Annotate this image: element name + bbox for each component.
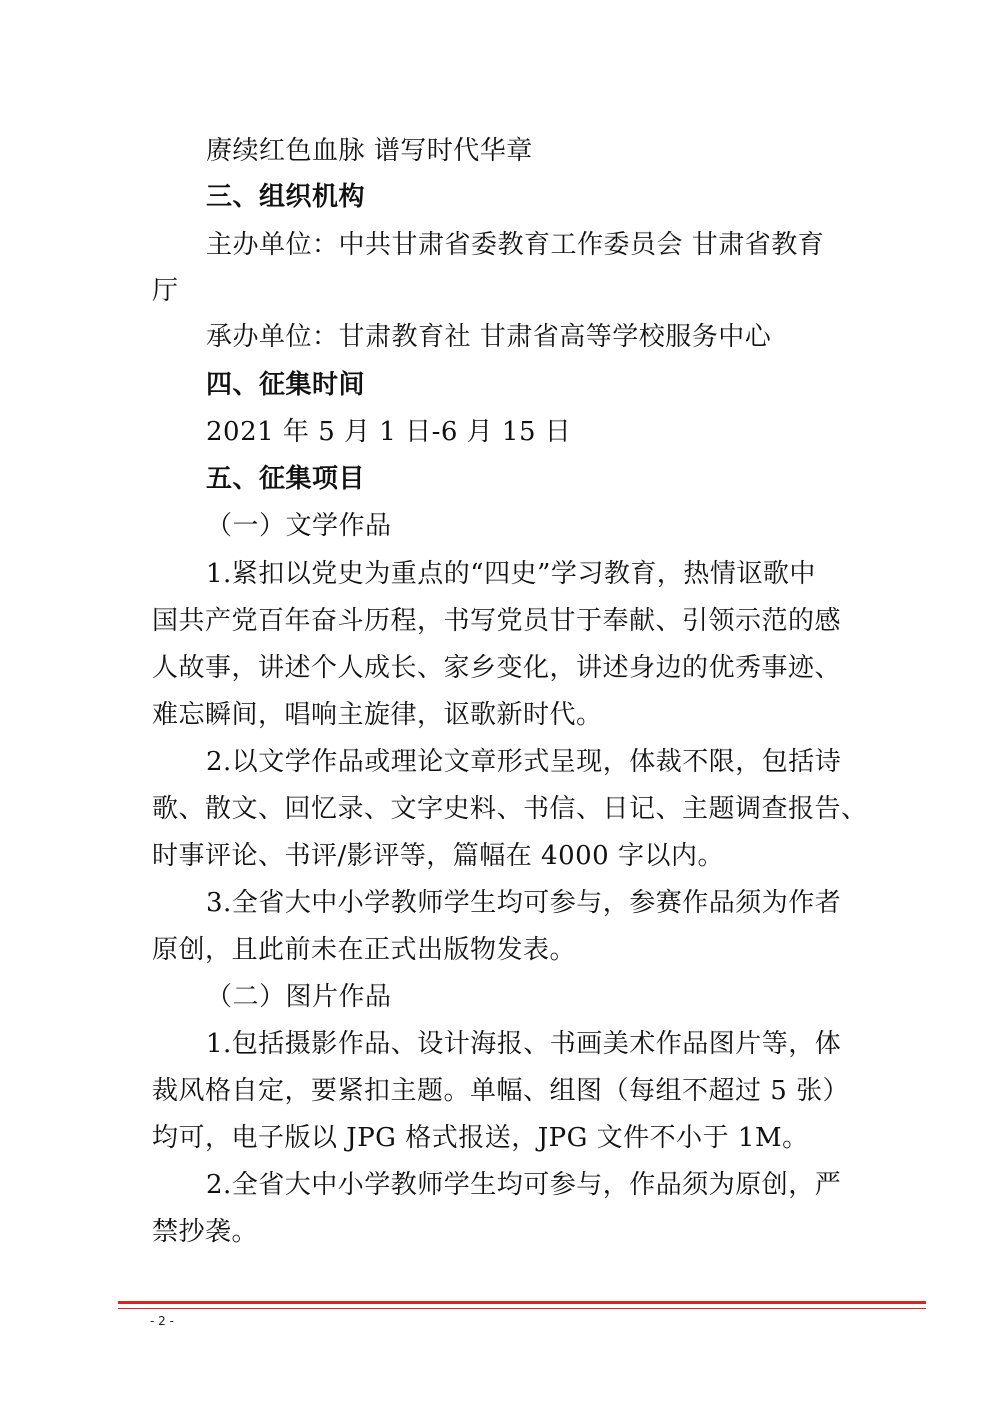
paragraph-line: 歌、散文、回忆录、文字史料、书信、日记、主题调查报告、 xyxy=(152,794,868,824)
page-number: - 2 - xyxy=(150,1314,174,1328)
footer-rule-thick xyxy=(118,1301,926,1304)
paragraph-line: 3.全省大中小学教师学生均可参与，参赛作品须为作者 xyxy=(206,888,842,918)
paragraph-line: 2.全省大中小学教师学生均可参与，作品须为原创，严 xyxy=(206,1170,842,1200)
subheading-pictures: （二）图片作品 xyxy=(206,982,392,1012)
paragraph-line: 国共产党百年奋斗历程，书写党员甘于奉献、引领示范的感 xyxy=(152,606,842,636)
footer-rule-thin xyxy=(118,1308,926,1309)
organizer-line-continued: 厅 xyxy=(152,276,179,306)
paragraph-line: 难忘瞬间，唱响主旋律，讴歌新时代。 xyxy=(152,700,603,730)
subheading-literature: （一）文学作品 xyxy=(206,511,392,541)
co-organizer-line: 承办单位：甘肃教育社 甘肃省高等学校服务中心 xyxy=(206,322,772,352)
paragraph-line: 1.紧扣以党史为重点的“四史”学习教育，热情讴歌中 xyxy=(206,559,816,589)
paragraph-line: 1.包括摄影作品、设计海报、书画美术作品图片等，体 xyxy=(206,1029,842,1059)
collection-time: 2021 年 5 月 1 日-6 月 15 日 xyxy=(206,417,572,447)
section-heading-items: 五、征集项目 xyxy=(206,464,366,494)
paragraph-line: 2.以文学作品或理论文章形式呈现，体裁不限，包括诗 xyxy=(206,747,842,777)
paragraph-line: 禁抄袭。 xyxy=(152,1217,259,1247)
paragraph-line: 均可，电子版以 JPG 格式报送，JPG 文件不小于 1M。 xyxy=(152,1123,809,1153)
paragraph-line: 原创，且此前未在正式出版物发表。 xyxy=(152,935,577,965)
theme-line: 赓续红色血脉 谱写时代华章 xyxy=(206,136,533,166)
paragraph-line: 人故事，讲述个人成长、家乡变化，讲述身边的优秀事迹、 xyxy=(152,653,842,683)
paragraph-line: 时事评论、书评/影评等，篇幅在 4000 字以内。 xyxy=(152,841,724,871)
paragraph-line: 裁风格自定，要紧扣主题。单幅、组图（每组不超过 5 张） xyxy=(152,1076,850,1106)
section-heading-time: 四、征集时间 xyxy=(206,370,366,400)
organizer-line: 主办单位：中共甘肃省委教育工作委员会 甘肃省教育 xyxy=(206,230,825,260)
section-heading-organization: 三、组织机构 xyxy=(206,182,366,212)
